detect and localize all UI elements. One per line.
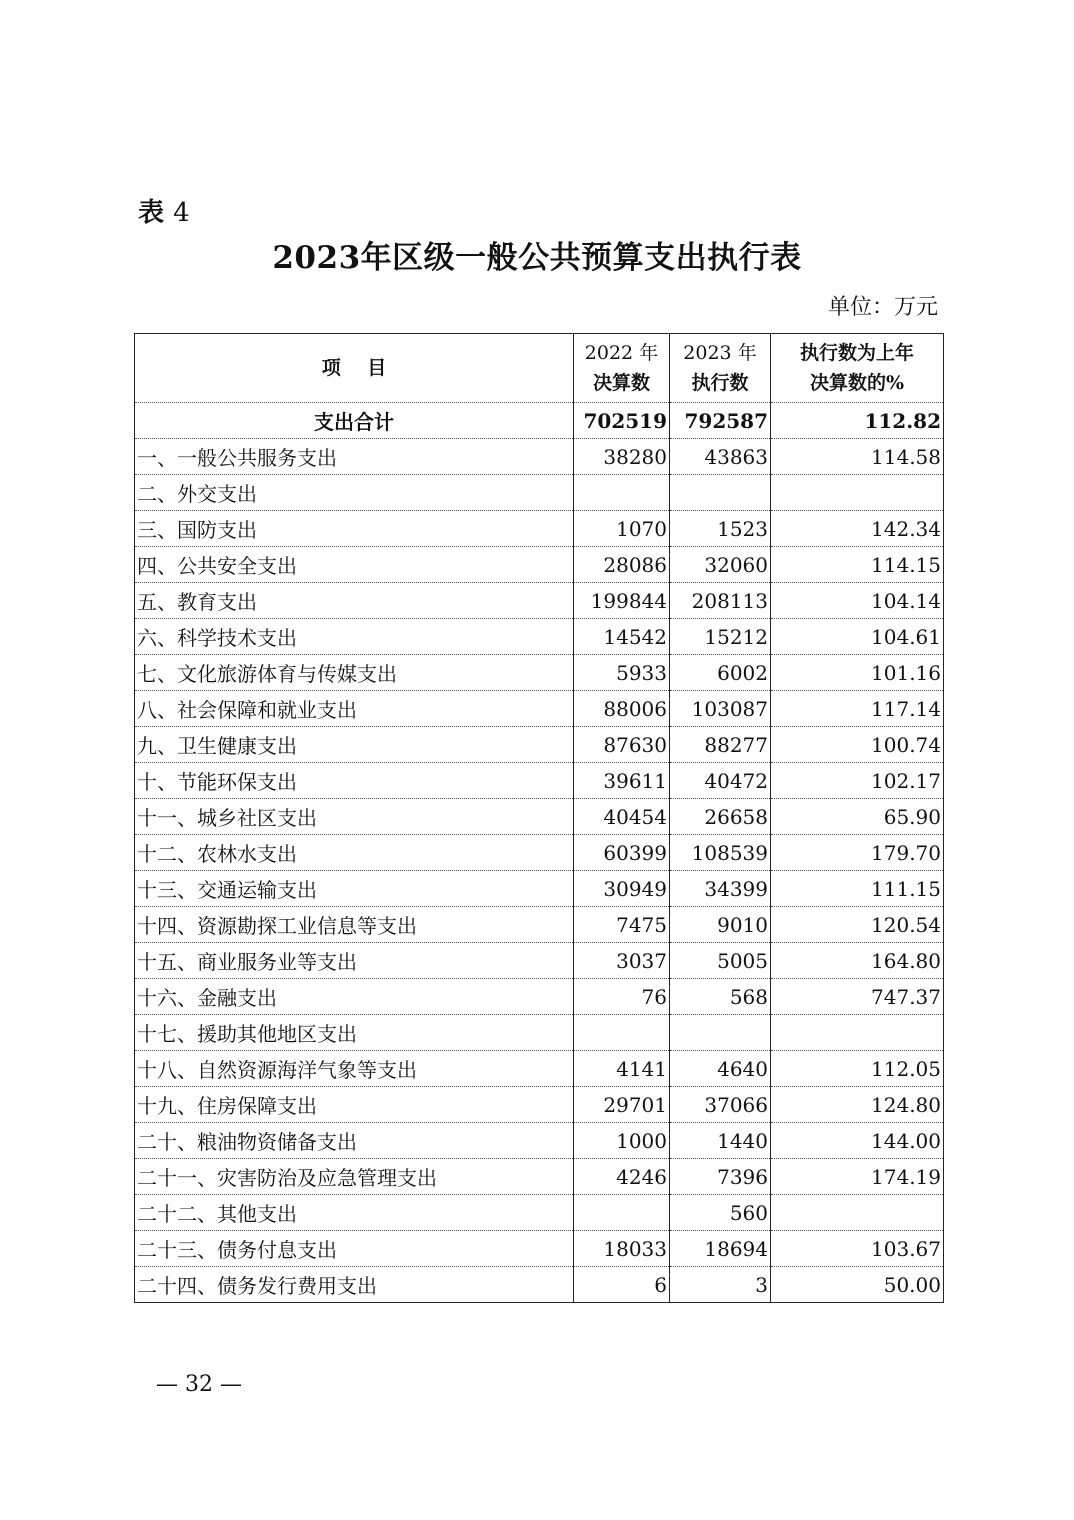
table-label-prefix: 表 [138, 198, 165, 228]
row-name: 一、一般公共服务支出 [135, 439, 574, 475]
row-2023: 43863 [670, 439, 771, 475]
row-2022: 39611 [574, 763, 670, 799]
row-2022: 1000 [574, 1123, 670, 1159]
row-2023: 3 [670, 1267, 771, 1303]
header-pct-line1: 执行数为上年 [799, 342, 914, 364]
row-name: 十一、城乡社区支出 [135, 799, 574, 835]
row-2023: 40472 [670, 763, 771, 799]
page-title: 2023年区级一般公共预算支出执行表 [272, 240, 802, 276]
row-name: 二十三、债务付息支出 [135, 1231, 574, 1267]
row-pct: 120.54 [771, 907, 944, 943]
table-row [135, 1015, 944, 1051]
total-pct: 112.82 [771, 403, 944, 439]
row-name: 三、国防支出 [135, 511, 574, 547]
unit-note: 单位：万元 [827, 295, 938, 320]
row-name: 十九、住房保障支出 [135, 1087, 574, 1123]
header-pct-line2: 决算数的% [809, 372, 905, 394]
row-2022: 199844 [574, 583, 670, 619]
table-row [135, 1159, 944, 1195]
table-row [135, 475, 944, 511]
table-row [135, 619, 944, 655]
page-number: — 32 — [156, 1372, 242, 1397]
table-row [135, 727, 944, 763]
row-pct: 103.67 [771, 1231, 944, 1267]
row-pct: 142.34 [771, 511, 944, 547]
row-pct: 104.61 [771, 619, 944, 655]
row-2023: 560 [670, 1195, 771, 1231]
row-name: 十六、金融支出 [135, 979, 574, 1015]
row-2023: 32060 [670, 547, 771, 583]
row-2023 [670, 475, 771, 511]
row-2023: 568 [670, 979, 771, 1015]
header-2023-year: 2023 年 [683, 342, 757, 364]
row-2023: 7396 [670, 1159, 771, 1195]
row-pct: 102.17 [771, 763, 944, 799]
table-row [135, 655, 944, 691]
row-2022: 28086 [574, 547, 670, 583]
row-2023: 6002 [670, 655, 771, 691]
row-pct: 179.70 [771, 835, 944, 871]
row-2022: 87630 [574, 727, 670, 763]
row-2022: 4141 [574, 1051, 670, 1087]
row-name: 十七、援助其他地区支出 [135, 1015, 574, 1051]
table-row [135, 1195, 944, 1231]
row-pct: 747.37 [771, 979, 944, 1015]
row-2023: 34399 [670, 871, 771, 907]
row-2023 [670, 1015, 771, 1051]
row-pct: 124.80 [771, 1087, 944, 1123]
row-pct [771, 475, 944, 511]
table-row [135, 1051, 944, 1087]
row-pct: 112.05 [771, 1051, 944, 1087]
table-row [135, 1267, 944, 1303]
row-name: 十四、资源勘探工业信息等支出 [135, 907, 574, 943]
row-2022: 5933 [574, 655, 670, 691]
row-2022: 6 [574, 1267, 670, 1303]
row-pct [771, 1195, 944, 1231]
row-2022: 60399 [574, 835, 670, 871]
row-2022 [574, 1195, 670, 1231]
row-pct: 164.80 [771, 943, 944, 979]
row-2023: 15212 [670, 619, 771, 655]
row-name: 二十四、债务发行费用支出 [135, 1267, 574, 1303]
row-2022: 14542 [574, 619, 670, 655]
table-row [135, 439, 944, 475]
budget-table [134, 333, 944, 1303]
row-pct: 65.90 [771, 799, 944, 835]
header-2023-sub: 执行数 [691, 372, 749, 394]
row-2023: 103087 [670, 691, 771, 727]
row-2023: 18694 [670, 1231, 771, 1267]
table-row [135, 835, 944, 871]
row-name: 二、外交支出 [135, 475, 574, 511]
row-name: 五、教育支出 [135, 583, 574, 619]
row-2022: 30949 [574, 871, 670, 907]
table-row [135, 907, 944, 943]
row-pct: 111.15 [771, 871, 944, 907]
row-2023: 1440 [670, 1123, 771, 1159]
total-row [135, 403, 944, 439]
row-2023: 1523 [670, 511, 771, 547]
table-row [135, 763, 944, 799]
table-row [135, 691, 944, 727]
table-header-row [135, 334, 944, 403]
row-2022 [574, 475, 670, 511]
header-2022 [574, 334, 670, 403]
table-row [135, 1087, 944, 1123]
table-row [135, 583, 944, 619]
row-2022 [574, 1015, 670, 1051]
row-name: 十三、交通运输支出 [135, 871, 574, 907]
row-2022: 4246 [574, 1159, 670, 1195]
row-name: 二十一、灾害防治及应急管理支出 [135, 1159, 574, 1195]
row-pct: 50.00 [771, 1267, 944, 1303]
table-label [138, 192, 190, 229]
total-2022: 702519 [574, 403, 670, 439]
table-row [135, 943, 944, 979]
row-name: 十八、自然资源海洋气象等支出 [135, 1051, 574, 1087]
row-name: 四、公共安全支出 [135, 547, 574, 583]
row-2023: 4640 [670, 1051, 771, 1087]
row-2022: 76 [574, 979, 670, 1015]
row-pct [771, 1015, 944, 1051]
row-2023: 208113 [670, 583, 771, 619]
row-name: 八、社会保障和就业支出 [135, 691, 574, 727]
row-pct: 101.16 [771, 655, 944, 691]
row-2023: 108539 [670, 835, 771, 871]
row-2023: 37066 [670, 1087, 771, 1123]
row-2023: 26658 [670, 799, 771, 835]
row-2022: 3037 [574, 943, 670, 979]
row-pct: 100.74 [771, 727, 944, 763]
row-2022: 18033 [574, 1231, 670, 1267]
row-name: 二十二、其他支出 [135, 1195, 574, 1231]
table-row [135, 1231, 944, 1267]
total-2023: 792587 [670, 403, 771, 439]
table-label-number: 4 [173, 198, 190, 228]
row-name: 六、科学技术支出 [135, 619, 574, 655]
row-pct: 114.15 [771, 547, 944, 583]
header-pct [771, 334, 944, 403]
header-2023 [670, 334, 771, 403]
table-row [135, 799, 944, 835]
total-name: 支出合计 [135, 403, 574, 439]
row-pct: 144.00 [771, 1123, 944, 1159]
table-row [135, 511, 944, 547]
row-pct: 174.19 [771, 1159, 944, 1195]
row-name: 七、文化旅游体育与传媒支出 [135, 655, 574, 691]
row-2022: 40454 [574, 799, 670, 835]
row-pct: 114.58 [771, 439, 944, 475]
row-2022: 38280 [574, 439, 670, 475]
header-2022-year: 2022 年 [584, 342, 659, 364]
row-2022: 88006 [574, 691, 670, 727]
row-2023: 9010 [670, 907, 771, 943]
row-pct: 104.14 [771, 583, 944, 619]
table-row [135, 1123, 944, 1159]
row-name: 十五、商业服务业等支出 [135, 943, 574, 979]
table-row [135, 979, 944, 1015]
table-row [135, 871, 944, 907]
row-2022: 7475 [574, 907, 670, 943]
row-2022: 29701 [574, 1087, 670, 1123]
row-name: 十、节能环保支出 [135, 763, 574, 799]
header-item: 项 目 [135, 334, 574, 403]
table-row [135, 547, 944, 583]
row-name: 二十、粮油物资储备支出 [135, 1123, 574, 1159]
header-2022-sub: 决算数 [592, 372, 650, 394]
row-2023: 5005 [670, 943, 771, 979]
row-pct: 117.14 [771, 691, 944, 727]
row-name: 十二、农林水支出 [135, 835, 574, 871]
row-name: 九、卫生健康支出 [135, 727, 574, 763]
row-2022: 1070 [574, 511, 670, 547]
row-2023: 88277 [670, 727, 771, 763]
